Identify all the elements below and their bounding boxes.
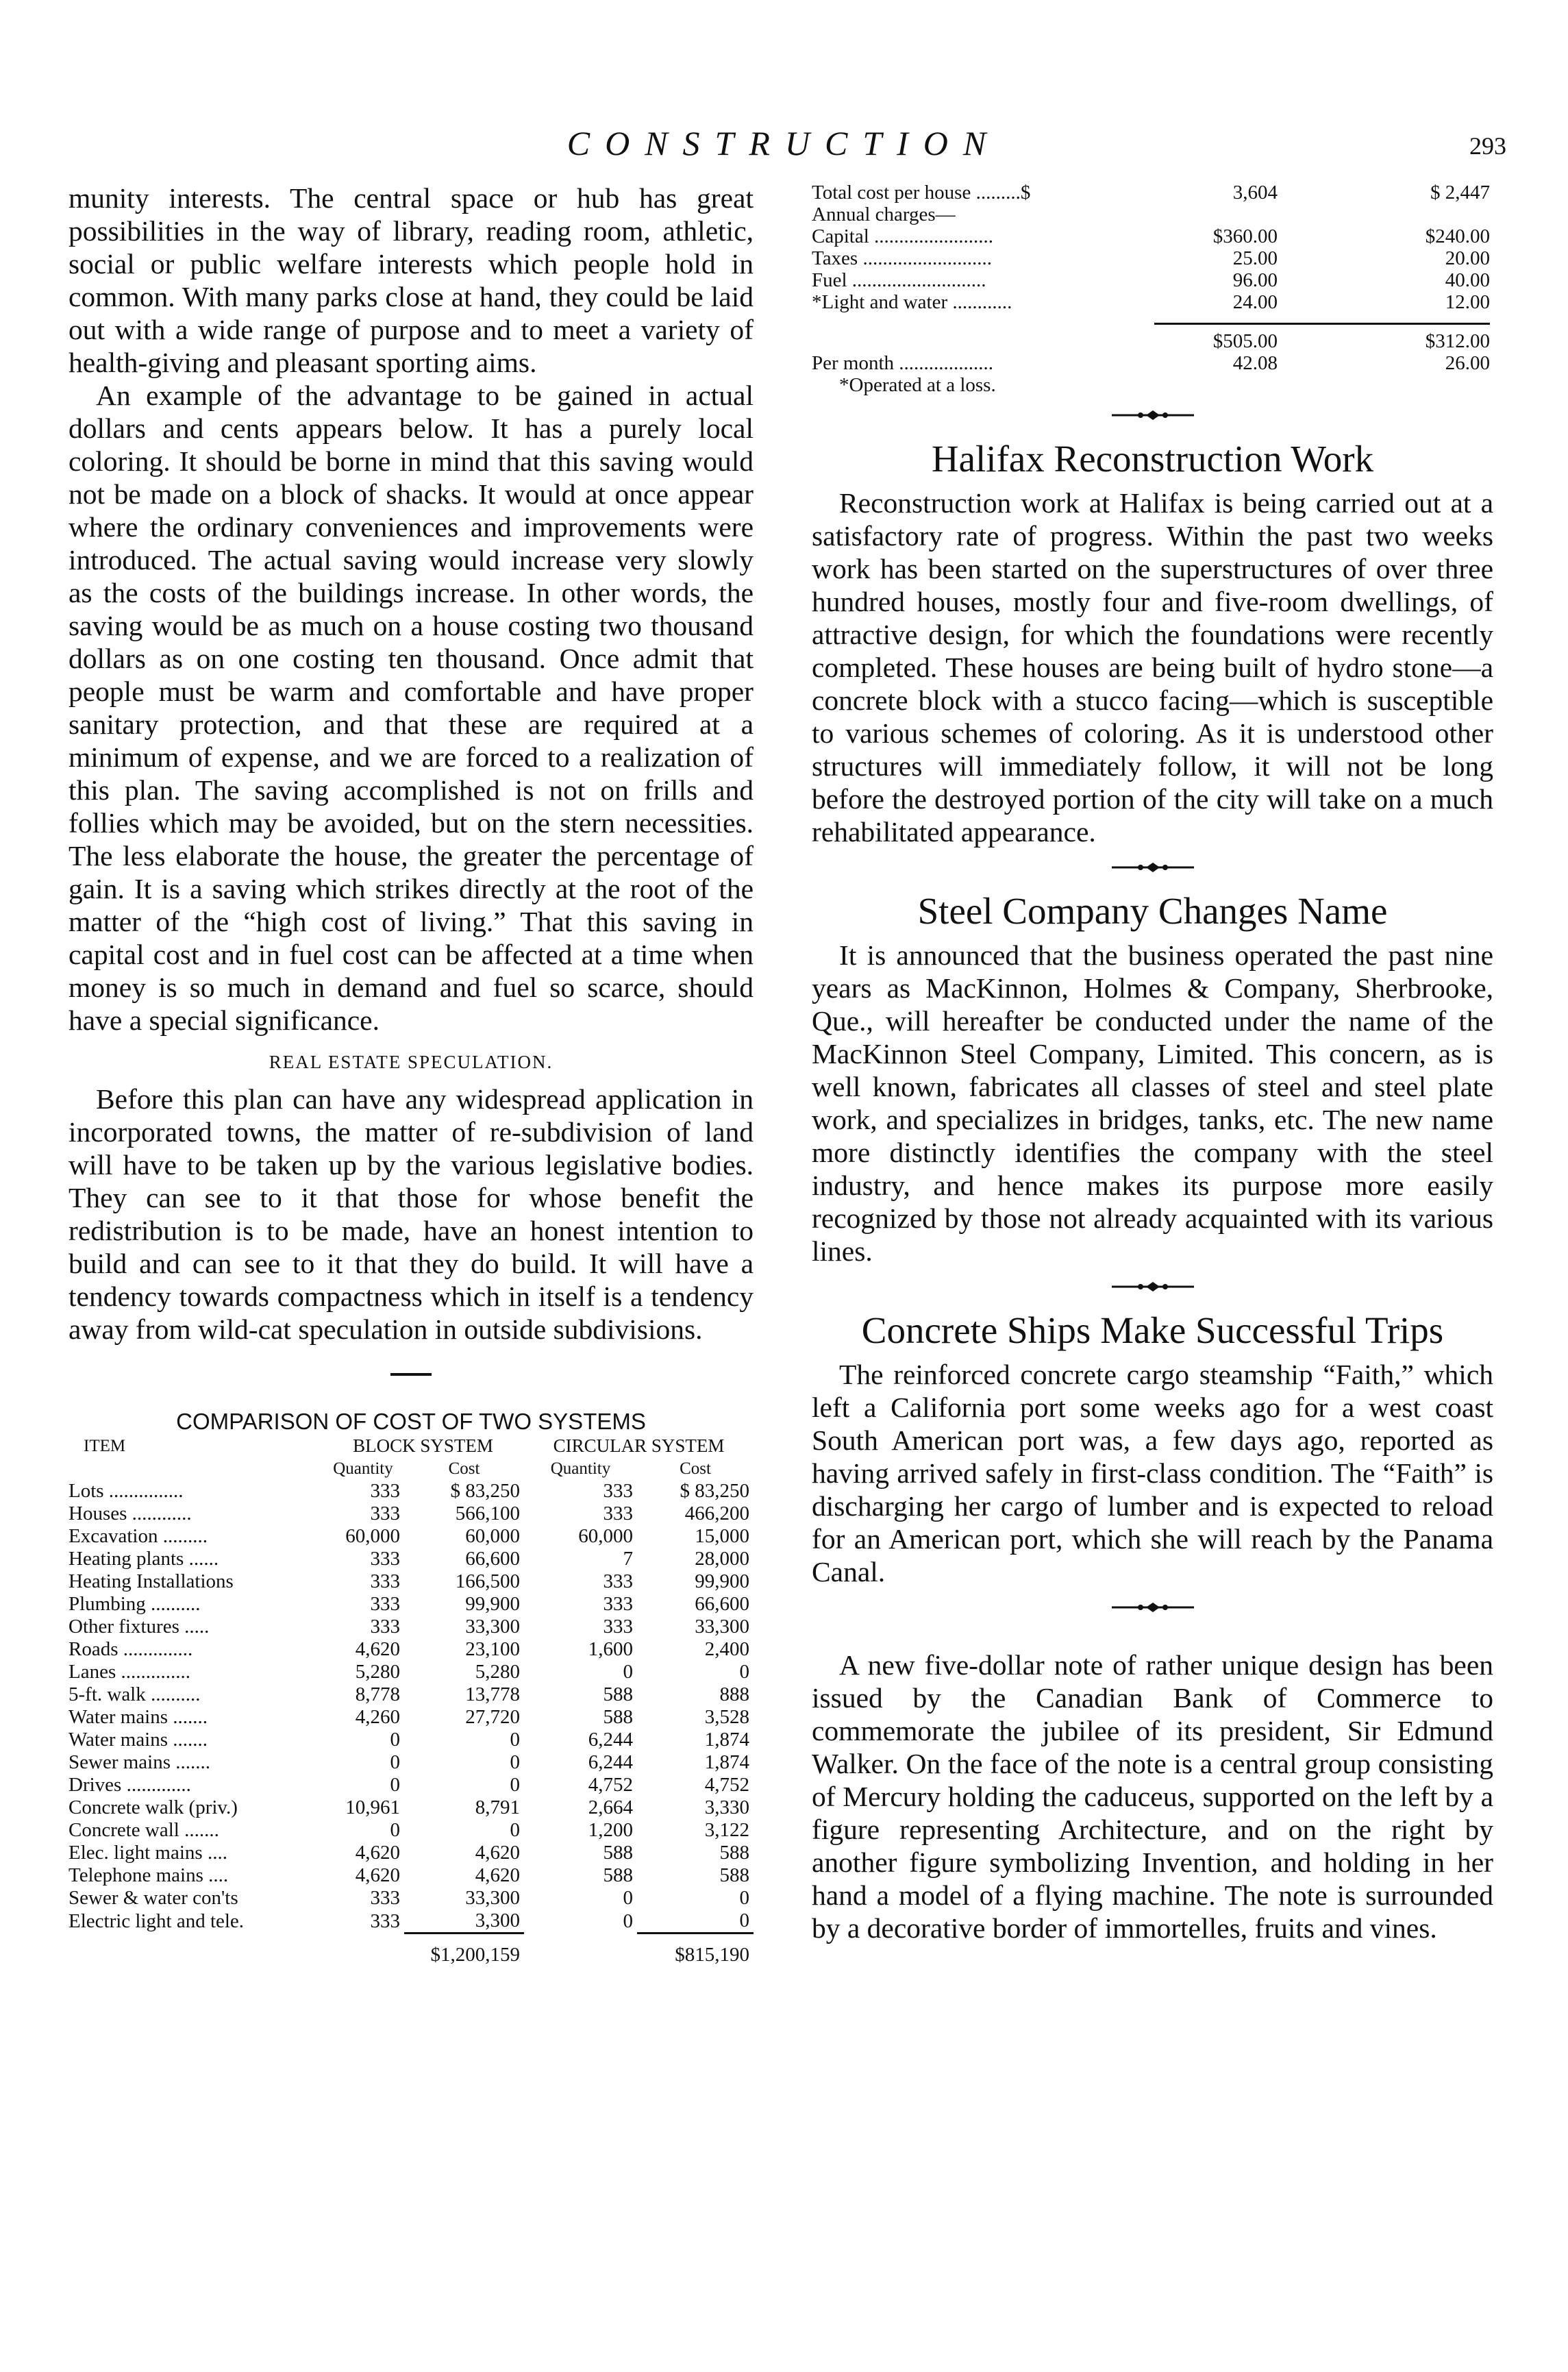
circular-cost: 0: [739, 1910, 749, 1931]
item-name: Heating plants ......: [69, 1548, 219, 1570]
block-quantity: 0: [390, 1751, 400, 1773]
circular-cost: 66,600: [695, 1593, 749, 1615]
table-row: [69, 1751, 754, 1774]
total-label: Total cost per house .........$: [812, 182, 1031, 203]
charge-circular: 12.00: [1445, 291, 1490, 313]
paragraph: Before this plan can have any widespread application in incorporated towns, the matter of re-subdivision of land will have to be taken up by the various legislative bodies. They can see to it that those for whose benefit the redistribution is to be made, have an honest intention to build and can see to it that they do build. It will have a tendency towards compactness which in itself is a tendency away from wild-cat speculation in outside subdivisions.: [69, 1083, 754, 1345]
circular-quantity: 333: [603, 1480, 633, 1502]
table-row: [812, 182, 1490, 203]
charge-block: 24.00: [1232, 291, 1278, 313]
table-row: [69, 1842, 754, 1864]
block-quantity: 333: [370, 1503, 400, 1524]
charge-label: Taxes ..........................: [812, 247, 992, 269]
column-header-item: ITEM: [84, 1437, 126, 1455]
table-row: [69, 1570, 754, 1593]
block-cost: 3,300: [475, 1910, 520, 1931]
block-quantity: 60,000: [345, 1525, 400, 1547]
item-name: Water mains .......: [69, 1729, 208, 1751]
item-name: Other fixtures .....: [69, 1616, 210, 1638]
block-quantity: 333: [370, 1910, 400, 1932]
table-row: [69, 1796, 754, 1819]
block-cost: 23,100: [465, 1638, 520, 1660]
paragraph: An example of the advantage to be gained in actual dollars and cents appears below. It has a purely local coloring. It should be borne in mind that this saving would not be made on a block of shacks. It would at once appear where the ordinary conveniences and improvements were introduced. The actual saving would increase very slowly as the costs of the buildings increase. In other words, the saving would be as much on a house costing two thousand dollars as on one costing ten thousand. Once admit that people must be warm and comfortable and have proper sanitary protection, and that these are required at a minimum of expense, and we are forced to a realization of this plan. The saving accomplished is not on frills and follies which may be avoided, but on the stern necessities. The less elaborate the house, the greater the percentage of gain. It is a saving which strikes directly at the root of the matter of the “high cost of living.” That this saving in capital cost and in fuel cost can be affected at a time when money is so much in demand and fuel so scarce, should have a special significance.: [69, 380, 754, 1036]
charge-circular: $240.00: [1425, 225, 1490, 247]
ornament-divider-icon: [812, 861, 1493, 874]
sum-rule: [1154, 313, 1278, 324]
table-row: [69, 1525, 754, 1548]
circular-quantity: 333: [603, 1593, 633, 1615]
item-name: Roads ..............: [69, 1638, 193, 1660]
per-month-label: Per month ...................: [812, 352, 994, 374]
article-body: Reconstruction work at Halifax is being carried out at a satisfactory rate of progress. Within the past two weeks work has been started on the superstructures of over three hundred houses, mostly four and five-room dwellings, of attractive design, for which the foundations were recently completed. These houses are being built of hydro stone—a concrete block with a stucco facing—which is susceptible to various schemes of coloring. As it is understood other structures will immediately follow, it will not be long before the destroyed portion of the city will take on a much rehabilitated appearance.: [812, 487, 1493, 848]
article: [812, 437, 1493, 848]
block-quantity: 333: [370, 1548, 400, 1570]
block-cost: 0: [510, 1819, 520, 1841]
charge-label: Fuel ...........................: [812, 269, 986, 291]
comparison-table: [69, 1435, 754, 1966]
block-quantity: 8,778: [355, 1683, 400, 1705]
block-quantity: 5,280: [355, 1661, 400, 1683]
block-quantity: 4,260: [355, 1706, 400, 1728]
block-cost: 13,778: [465, 1683, 520, 1705]
table-row: [69, 1706, 754, 1729]
right-column: [812, 182, 1493, 1944]
paragraph: munity interests. The central space or hub has great possibilities in the way of library, reading room, athletic, social or public welfare interests which people hold in common. With many parks close at hand, they could be laid out with a wide range of purpose and to meet a variety of health-giving and pleasant sporting aims.: [69, 182, 754, 378]
circular-quantity: 333: [603, 1503, 633, 1524]
block-quantity: 4,620: [355, 1638, 400, 1660]
table-row: [812, 291, 1490, 313]
circular-cost: 33,300: [695, 1616, 749, 1638]
block-quantity: 333: [370, 1480, 400, 1502]
charge-label: *Light and water ............: [812, 291, 1012, 313]
item-name: Sewer & water con'ts: [69, 1887, 238, 1909]
circular-cost: 466,200: [684, 1503, 749, 1524]
block-cost: 33,300: [465, 1616, 520, 1638]
annual-total-block: $505.00: [1212, 330, 1278, 352]
table-row: [812, 225, 1490, 247]
circular-cost: 99,900: [695, 1570, 749, 1592]
block-quantity: 0: [390, 1729, 400, 1751]
circular-cost: 1,874: [704, 1751, 749, 1773]
per-month-circular: 26.00: [1445, 352, 1490, 374]
ornament-divider-icon: [812, 1601, 1493, 1614]
circular-cost: 28,000: [695, 1548, 749, 1570]
block-quantity: 4,620: [355, 1864, 400, 1886]
circular-cost: 4,752: [704, 1774, 749, 1796]
block-quantity: 333: [370, 1593, 400, 1615]
charge-label: Capital ........................: [812, 225, 994, 247]
table-row: [812, 352, 1490, 374]
table-row: [69, 1616, 754, 1638]
annual-charges-label: Annual charges—: [812, 203, 956, 225]
article-body: A new five-dollar note of rather unique design has been issued by the Canadian Bank of Commerce to commemorate the jubilee of its president, Sir Edmund Walker. On the face of the note is a central group consisting of Mercury holding the caduceus, supported on the left by a figure representing Architecture, and on the right by another figure symbolizing Invention, and holding in her hand a model of a flying machine. The note is surrounded by a decorative border of immortelles, fruits and vines.: [812, 1649, 1493, 1944]
circular-cost: 0: [739, 1887, 749, 1909]
charge-circular: 20.00: [1445, 247, 1490, 269]
block-cost: 99,900: [465, 1593, 520, 1615]
table-row: [812, 247, 1490, 269]
table-row: [69, 1480, 754, 1503]
article-title: Halifax Reconstruction Work: [931, 438, 1374, 480]
column-header-quantity: Quantity: [333, 1459, 393, 1478]
block-cost: 8,791: [475, 1796, 520, 1818]
column-header-quantity: Quantity: [550, 1459, 611, 1478]
column-header-cost: Cost: [448, 1459, 480, 1478]
left-column: [69, 182, 754, 1966]
ornament-divider-icon: [812, 1280, 1493, 1294]
table-row: [69, 1503, 754, 1525]
item-name: Electric light and tele.: [69, 1910, 245, 1932]
page-number: 293: [1469, 132, 1506, 160]
total-block: 3,604: [1232, 182, 1278, 203]
table-title: COMPARISON OF COST OF TWO SYSTEMS: [176, 1409, 646, 1434]
article-body: The reinforced concrete cargo steamship “Faith,” which left a California port some weeks ago for a west coast South American port was, a few days ago, reported as having arrived safely in first-class condition. The “Faith” is discharging her cargo of lumber and is expected to reload for an American port, which she will reach by the Panama Canal.: [812, 1359, 1493, 1587]
circular-quantity: 588: [603, 1842, 633, 1864]
circular-cost: 3,330: [704, 1796, 749, 1818]
table-row: [69, 1774, 754, 1796]
block-cost: 566,100: [455, 1503, 520, 1524]
block-cost: 27,720: [465, 1706, 520, 1728]
charge-block: $360.00: [1212, 225, 1278, 247]
cost-summary-table: [812, 182, 1490, 396]
block-total: $1,200,159: [404, 1934, 524, 1967]
column-header-cost: Cost: [680, 1459, 711, 1478]
charge-circular: 40.00: [1445, 269, 1490, 291]
section-subhead: REAL ESTATE SPECULATION.: [269, 1052, 553, 1072]
per-month-block: 42.08: [1232, 352, 1278, 374]
block-quantity: 0: [390, 1819, 400, 1841]
block-cost: $ 83,250: [450, 1480, 520, 1502]
block-quantity: 10,961: [345, 1796, 400, 1818]
circular-quantity: 1,600: [588, 1638, 633, 1660]
circular-quantity: 588: [603, 1706, 633, 1728]
table-row: [812, 324, 1490, 353]
item-name: Heating Installations: [69, 1570, 234, 1592]
article-body: It is announced that the business operated the past nine years as MacKinnon, Holmes & Company, Sherbrooke, Que., will hereafter be conducted under the name of the MacKinnon Steel Company, Limited. This concern, as is well known, fabricates all classes of steel and steel plate work, and specializes in bridges, tanks, etc. The new name more distinctly identifies the company with the steel industry, and hence makes its purpose more easily recognized by those not already acquainted with its various lines.: [812, 939, 1493, 1267]
circular-quantity: 2,664: [588, 1796, 633, 1818]
item-name: Lanes ..............: [69, 1661, 190, 1683]
circular-quantity: 1,200: [588, 1819, 633, 1841]
block-quantity: 4,620: [355, 1842, 400, 1864]
circular-cost: 888: [719, 1683, 749, 1705]
block-cost: 66,600: [465, 1548, 520, 1570]
block-cost: 60,000: [465, 1525, 520, 1547]
item-name: Houses ............: [69, 1503, 192, 1524]
table-row: [812, 269, 1490, 291]
block-cost: 0: [510, 1751, 520, 1773]
block-cost: 0: [510, 1774, 520, 1796]
footnote: *Operated at a loss.: [839, 374, 996, 396]
block-cost: 0: [510, 1729, 520, 1751]
article: [812, 1648, 1493, 1944]
circular-quantity: 333: [603, 1616, 633, 1638]
block-cost: 4,620: [475, 1864, 520, 1886]
circular-quantity: 4,752: [588, 1774, 633, 1796]
item-name: Concrete walk (priv.): [69, 1796, 238, 1818]
circular-cost: 588: [719, 1864, 749, 1886]
ornament-divider-icon: [812, 408, 1493, 422]
circular-cost: 588: [719, 1842, 749, 1864]
circular-quantity: 333: [603, 1570, 633, 1592]
circular-total: $815,190: [637, 1934, 754, 1967]
circular-cost: 1,874: [704, 1729, 749, 1751]
annual-total-circular: $312.00: [1425, 330, 1490, 352]
sum-rule: [1278, 313, 1490, 324]
article: [812, 889, 1493, 1268]
column-group-circular: CIRCULAR SYSTEM: [553, 1435, 725, 1456]
block-cost: 5,280: [475, 1661, 520, 1683]
table-row: [69, 1548, 754, 1570]
block-cost: 4,620: [475, 1842, 520, 1864]
table-row: [812, 203, 1490, 225]
circular-quantity: 6,244: [588, 1729, 633, 1751]
circular-cost: 3,122: [704, 1819, 749, 1841]
circular-quantity: 0: [623, 1887, 633, 1909]
circular-quantity: 588: [603, 1683, 633, 1705]
item-name: Excavation .........: [69, 1525, 208, 1547]
circular-quantity: 60,000: [578, 1525, 633, 1547]
circular-quantity: 6,244: [588, 1751, 633, 1773]
item-name: Lots ...............: [69, 1480, 184, 1502]
comparison-table-body: [69, 1480, 754, 1934]
table-row: [69, 1864, 754, 1887]
circular-cost: 15,000: [695, 1525, 749, 1547]
circular-quantity: 0: [623, 1910, 633, 1932]
block-quantity: 0: [390, 1774, 400, 1796]
item-name: Plumbing ..........: [69, 1593, 201, 1615]
item-name: Concrete wall .......: [69, 1819, 219, 1841]
table-row: [69, 1661, 754, 1683]
circular-cost: $ 83,250: [680, 1480, 749, 1502]
table-row: [69, 1683, 754, 1706]
table-row: [69, 1887, 754, 1910]
articles: [812, 408, 1493, 1944]
block-cost: 33,300: [465, 1887, 520, 1909]
item-name: Water mains .......: [69, 1706, 208, 1728]
item-name: Elec. light mains ....: [69, 1842, 227, 1864]
item-name: Sewer mains .......: [69, 1751, 210, 1773]
circular-cost: 3,528: [704, 1706, 749, 1728]
table-row: [69, 1729, 754, 1751]
charge-block: 96.00: [1232, 269, 1278, 291]
charge-block: 25.00: [1232, 247, 1278, 269]
running-title: CONSTRUCTION: [567, 124, 1001, 162]
block-cost: 166,500: [455, 1570, 520, 1592]
block-quantity: 333: [370, 1570, 400, 1592]
item-name: Drives .............: [69, 1774, 191, 1796]
divider: [390, 1373, 432, 1376]
item-name: Telephone mains ....: [69, 1864, 229, 1886]
circular-cost: 0: [739, 1661, 749, 1683]
table-row: [69, 1910, 754, 1934]
item-name: 5-ft. walk ..........: [69, 1683, 201, 1705]
table-row: [69, 1593, 754, 1616]
circular-quantity: 0: [623, 1661, 633, 1683]
article-title: Concrete Ships Make Successful Trips: [861, 1309, 1444, 1351]
page-header: [0, 123, 1568, 171]
circular-quantity: 7: [623, 1548, 633, 1570]
article-title: Steel Company Changes Name: [917, 890, 1388, 932]
column-group-block: BLOCK SYSTEM: [353, 1435, 493, 1456]
block-quantity: 333: [370, 1616, 400, 1638]
article: [812, 1309, 1493, 1588]
table-row: [69, 1819, 754, 1842]
circular-quantity: 588: [603, 1864, 633, 1886]
table-row: [69, 1638, 754, 1661]
circular-cost: 2,400: [704, 1638, 749, 1660]
block-quantity: 333: [370, 1887, 400, 1909]
total-circular: $ 2,447: [1430, 182, 1490, 203]
